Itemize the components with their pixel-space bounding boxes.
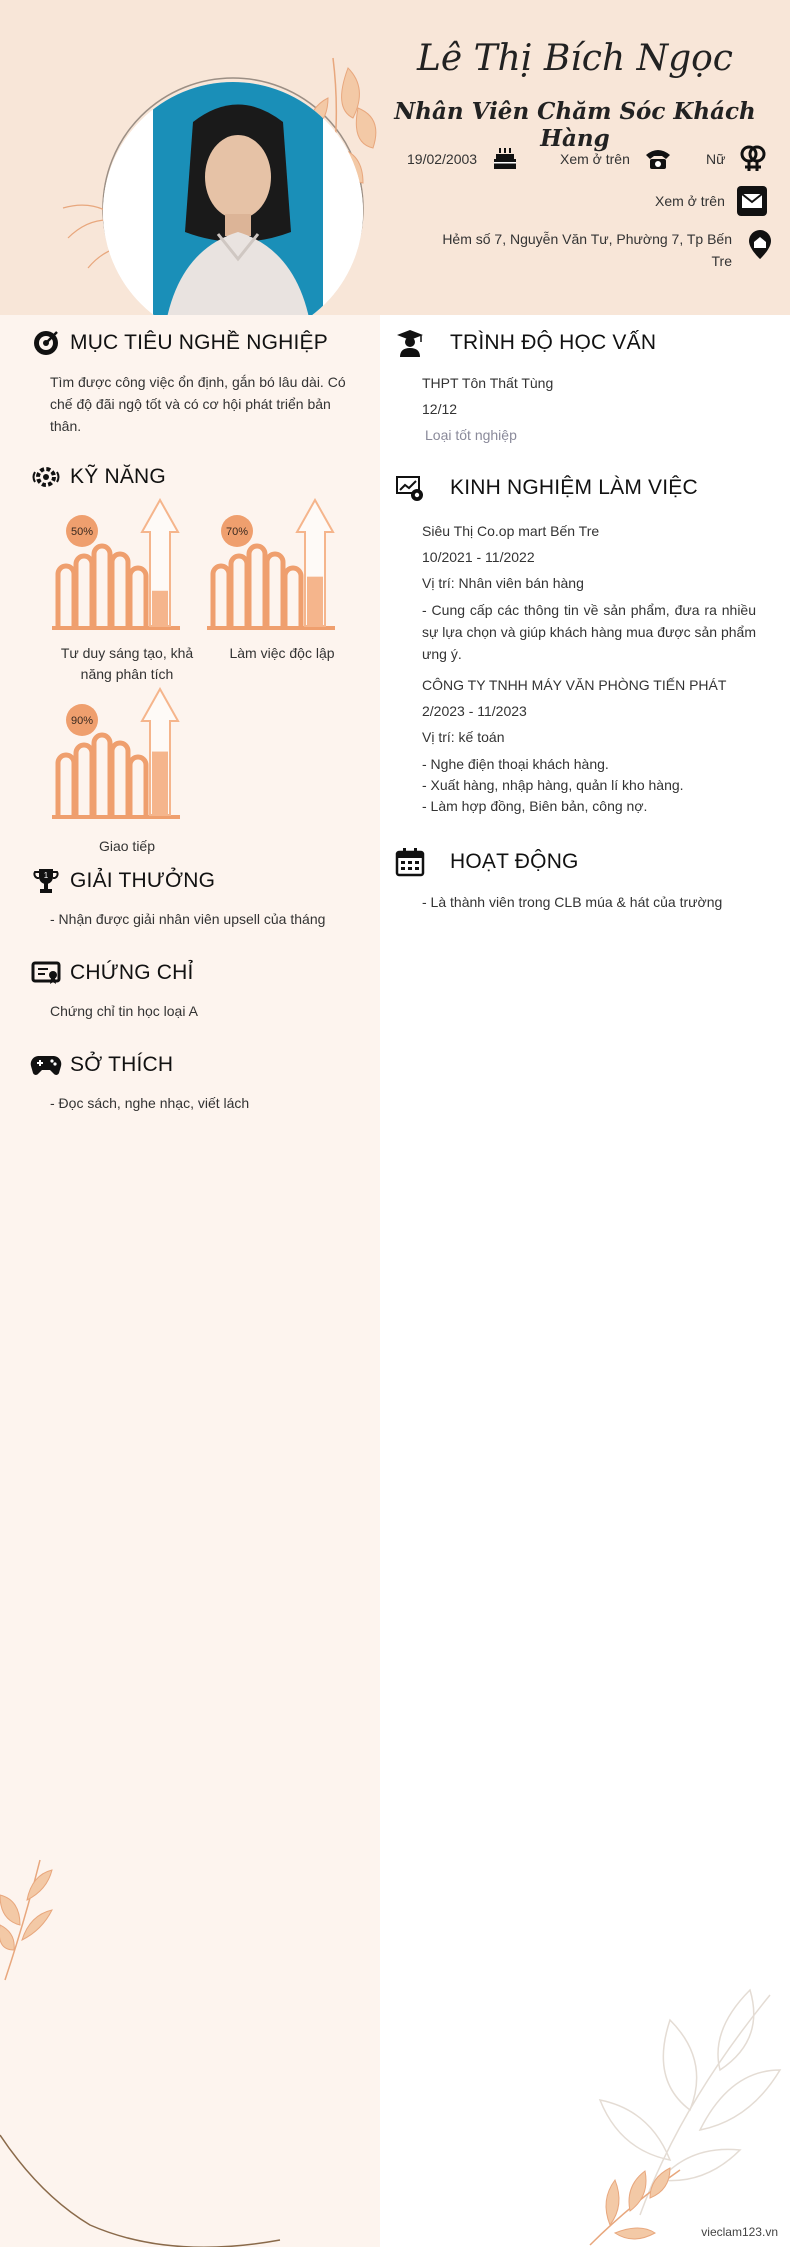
hobbies-text: - Đọc sách, nghe nhạc, viết lách — [50, 1095, 250, 1111]
trophy-icon — [30, 865, 62, 897]
skill-graphic — [50, 498, 185, 638]
education-heading: TRÌNH ĐỘ HỌC VẤN — [394, 327, 656, 359]
skill-percent-text: 70% — [225, 526, 249, 538]
curve-decoration-icon — [0, 2125, 380, 2247]
gender-text: Nữ — [706, 151, 726, 167]
education-graduation-type: Loại tốt nghiệp — [425, 427, 517, 443]
skills-heading: KỸ NĂNG — [30, 461, 166, 493]
header — [0, 0, 790, 315]
address-field — [440, 228, 776, 272]
left-column — [0, 315, 380, 2247]
career-goal-text: Tìm được công việc ổn định, gắn bó lâu dài. Có chế độ đãi ngộ tốt và có cơ hội phát triển bản thân. — [50, 374, 346, 434]
certificates-text: Chứng chỉ tin học loại A — [50, 1003, 198, 1019]
briefcase-chart-icon — [394, 472, 426, 504]
skill-bar — [130, 757, 146, 815]
phone-text: Xem ở trên — [560, 151, 630, 167]
activities-heading: HOẠT ĐỘNG — [394, 846, 579, 878]
awards-text: - Nhận được giải nhân viên upsell của tháng — [50, 911, 326, 927]
job-duty: - Nghe điện thoại khách hàng. — [422, 756, 609, 772]
skill-bar — [76, 556, 92, 626]
skill-level-fill — [152, 591, 168, 626]
job-period: 2/2023 - 11/2023 — [422, 703, 527, 719]
skill-bar — [249, 546, 265, 626]
brain-gear-icon — [30, 461, 62, 493]
experience-heading: KINH NGHIỆM LÀM VIỆC — [394, 472, 698, 504]
profile-photo-area — [48, 38, 323, 313]
home-icon — [744, 228, 776, 260]
watermark: vieclam123.vn — [701, 2225, 778, 2239]
email-field — [655, 186, 767, 216]
skill-bar — [285, 568, 301, 626]
skill-graphic — [50, 687, 185, 827]
education-school: THPT Tôn Thất Tùng — [422, 375, 554, 391]
candidate-title: Nhân Viên Chăm Sóc Khách Hàng — [394, 98, 756, 152]
job-company: Siêu Thị Co.op mart Bến Tre — [422, 523, 600, 539]
calendar-icon — [394, 846, 426, 878]
skill-bar — [58, 755, 74, 815]
certificates-heading: CHỨNG CHỈ — [30, 957, 194, 989]
right-column — [380, 315, 790, 2247]
certificate-icon — [30, 957, 62, 989]
skill-label: Giao tiếp — [98, 838, 156, 854]
skill-percent-text: 90% — [70, 715, 94, 727]
job-position: Vị trí: kế toán — [422, 729, 505, 745]
gender-field — [706, 143, 769, 175]
job-position: Vị trí: Nhân viên bán hàng — [422, 575, 584, 591]
cake-icon — [489, 143, 521, 175]
skill-level-fill — [307, 577, 323, 626]
birthday-text: 19/02/2003 — [407, 151, 478, 167]
career-goal-heading: MỤC TIÊU NGHỀ NGHIỆP — [30, 327, 328, 359]
awards-heading: 1 GIẢI THƯỞNG — [30, 865, 215, 897]
skill-bar — [231, 556, 247, 626]
job-description: - Cung cấp các thông tin về sản phẩm, đưa ra nhiều sự lựa chọn và giúp khách hàng mua được sản phẩm ưng ý. — [422, 602, 756, 662]
email-text: Xem ở trên — [655, 193, 725, 209]
profile-photo — [103, 82, 363, 342]
gender-icon — [737, 143, 769, 175]
activities-text: - Là thành viên trong CLB múa & hát của trường — [422, 894, 723, 910]
skill-graphic — [205, 498, 340, 638]
leaf-decoration-icon — [580, 2163, 690, 2247]
skill-bar — [58, 566, 74, 626]
job-company: CÔNG TY TNHH MÁY VĂN PHÒNG TIẾN PHÁT — [422, 677, 727, 693]
skill-bar — [94, 546, 110, 626]
job-period: 10/2021 - 11/2022 — [422, 549, 535, 565]
skill-percent-text: 50% — [70, 526, 94, 538]
target-icon — [30, 327, 62, 359]
skill-bar — [267, 554, 283, 626]
phone-icon — [642, 143, 674, 175]
birthday-field — [407, 143, 521, 175]
skill-label: Làm việc độc lập — [229, 645, 335, 661]
skill-bar — [130, 568, 146, 626]
skill-label: Tư duy sáng tạo, khả năng phân tích — [60, 645, 194, 682]
hobbies-heading: SỞ THÍCH — [30, 1049, 173, 1081]
gamepad-icon — [30, 1049, 62, 1081]
skill-bar — [76, 745, 92, 815]
svg-text:1: 1 — [43, 871, 49, 880]
skill-level-fill — [152, 752, 168, 815]
graduate-icon — [394, 327, 426, 359]
education-grade: 12/12 — [422, 401, 458, 417]
address-text: Hẻm số 7, Nguyễn Văn Tư, Phường 7, Tp Bến Tre — [442, 231, 732, 269]
candidate-name: Lê Thị Bích Ngọc — [417, 38, 733, 79]
skill-bar — [213, 566, 229, 626]
job-duty: - Làm hợp đồng, Biên bản, công nợ. — [422, 798, 648, 814]
skill-bar — [94, 735, 110, 815]
job-duty: - Xuất hàng, nhập hàng, quản lí kho hàng. — [422, 777, 684, 793]
mail-icon — [737, 186, 767, 216]
leaf-decoration-icon — [0, 1855, 60, 1985]
skill-bar — [112, 554, 128, 626]
phone-field — [560, 143, 674, 175]
skill-bar — [112, 743, 128, 815]
